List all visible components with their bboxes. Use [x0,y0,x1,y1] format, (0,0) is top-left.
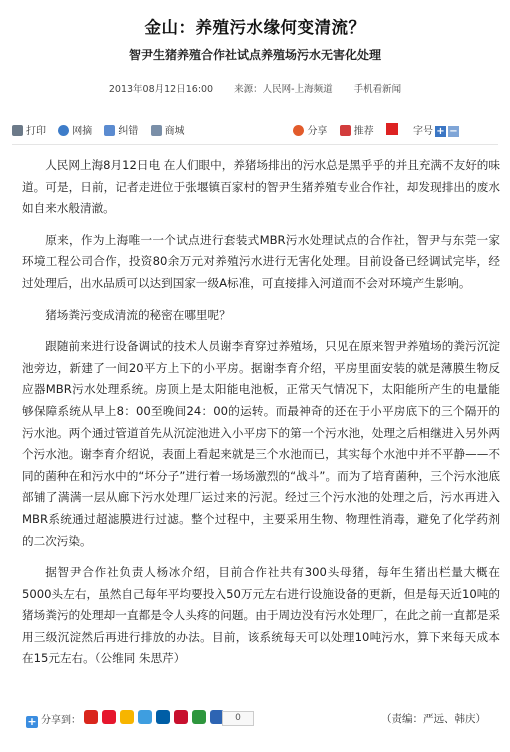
mobile-news-link[interactable]: 手机看新闻 [353,84,402,95]
error-report-icon [104,125,115,136]
share-count: 0 [222,711,254,726]
article-paragraph: 据智尹合作社负责人杨冰介绍，目前合作社共有300头母猪，每年生猪出栏量大概在5000头左右，虽然自己每年平均要投入50万元左右进行设施设备的更新，但是每天近10吨的猪场粪污的处理却一直都是令人头疼的问题。由于周边没有污水处理厂，在此之前一直都是采用三级沉淀然后再进行排放的办法。目前，该系统每天可以处理10吨污水，算下来每天成本在15元左右。（公维同 朱思芹） [22,565,500,666]
share-icons [84,710,228,724]
share-to-text: 分享到： [41,715,81,726]
web-digest-button[interactable] [58,122,92,137]
web-digest-icon [58,125,69,136]
article-paragraph: 跟随前来进行设备调试的技术人员谢李育穿过养殖场，只见在原来智尹养殖场的粪污沉淀池旁边，新建了一间20平方上下的小平房。据谢李育介绍，平房里面安装的就是薄膜生物反应器MBR污水处理系统。房顶上是太阳能电池板，正常天气情况下，太阳能所产生的电量能够保障系统从早上8：00至晚间24：00的运转。而最神奇的还在于小平房底下的三个隔开的污水池。两个通过管道首先从沉淀池进入小平房下的第一个污水池，处理之后相继进入另外两个污水池。谢李育介绍说，表面上看起来就是三个水池而已，其实每个水池中并不平静——不同的菌种在和污水中的“坏分子”进行着一场场激烈的“战斗”。而为了培育菌种，三个污水池底部铺了满满一层从廊下污水处理厂运过来的污泥。经过三个污水池的处理之后，污水再进入MBR系统通过超滤膜进行过滤。整个过程中，主要采用生物、物理性消毒，避免了化学药剂的二次污染。 [22,339,500,548]
error-report-label: 纠错 [118,126,139,137]
recommend-label: 推荐 [353,126,374,137]
print-label: 打印 [26,126,46,137]
sina-weibo-icon[interactable] [102,710,116,724]
article-title: 金山：养殖污水缘何变清流？ [144,18,366,37]
article-subtitle: 智尹生猪养殖合作社试点养殖场污水无害化处理 [128,48,381,62]
article-date: 2013年08月12日16:00 [108,84,214,95]
toolbar-right [293,122,468,137]
article-body [22,155,500,680]
mall-button[interactable] [151,122,185,137]
share-label: 分享 [307,126,328,137]
article-editor: （责编：严远、韩庆） [381,713,486,725]
share-bar [26,708,486,730]
print-button[interactable] [12,122,46,137]
share-to-label [26,711,81,728]
mall-label: 商城 [164,126,185,137]
renmin-weibo-icon[interactable] [84,710,98,724]
douban-icon[interactable] [192,710,206,724]
toolbar-left [12,122,194,137]
mall-icon [151,125,162,136]
printer-icon [12,125,23,136]
article-meta [0,81,510,95]
kaixin-icon[interactable] [174,710,188,724]
font-size-label: 字号 [413,126,433,137]
people-logo-icon [386,123,398,135]
error-report-button[interactable] [104,122,138,137]
recommend-button[interactable] [340,122,374,137]
share-button[interactable] [293,122,327,137]
recommend-icon [340,125,351,136]
article-toolbar [12,118,498,145]
article-paragraph: 原来，作为上海唯一一个试点进行套装式MBR污水处理试点的合作社，智尹与东莞一家环境工程公司合作，投资80余万元对养殖污水进行无害化处理。目前设备已经调试完毕，经过处理后，出水品质可以达到国家一级A标准，可直接排入河道而不会对环境产生影响。 [22,232,500,290]
tencent-weibo-icon[interactable] [138,710,152,724]
font-size-control [413,122,459,137]
share-icon [293,125,304,136]
article-paragraph: 猪场粪污变成清流的秘密在哪里呢？ [45,307,231,322]
article-source[interactable]: 来源：人民网-上海频道 [234,84,333,95]
renren-icon[interactable] [156,710,170,724]
share-plus-icon[interactable]: + [27,715,37,728]
renmin-logo-icon[interactable] [386,123,401,136]
article-paragraph: 人民网上海8月12日电 在人们眼中，养猪场排出的污水总是黑乎乎的并且充满不友好的味道。可是，日前，记者走进位于张堰镇百家村的智尹生猪养殖专业合作社，却发现排出的废水如自来水般清澈。 [22,158,500,216]
qzone-icon[interactable] [120,710,134,724]
font-increase-button[interactable]: + [436,125,445,137]
web-digest-label: 网摘 [72,126,93,137]
font-decrease-button[interactable]: − [449,125,458,137]
